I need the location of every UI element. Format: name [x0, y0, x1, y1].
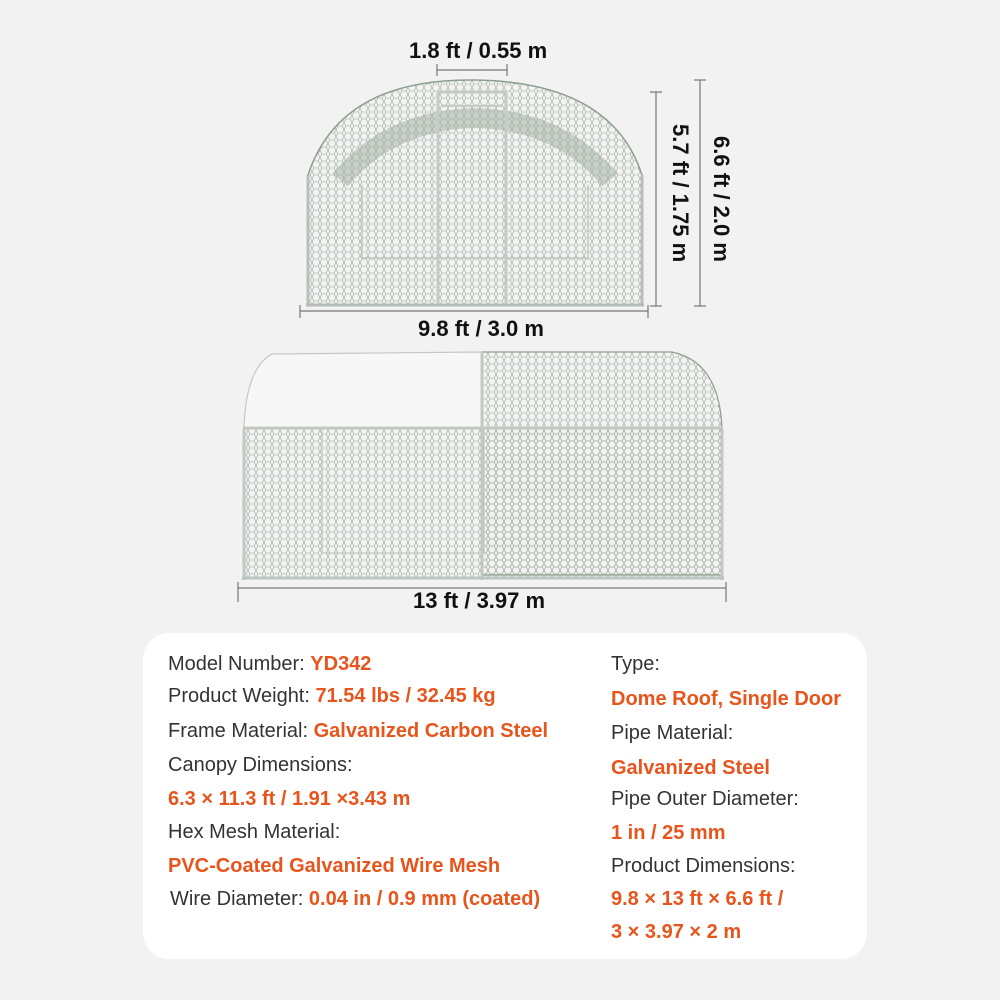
length-label: 13 ft / 3.97 m — [413, 588, 546, 613]
side-view — [238, 352, 726, 602]
front-view — [300, 64, 706, 318]
weight-value: 71.54 lbs / 32.45 kg — [315, 685, 496, 707]
spec-model — [168, 654, 371, 674]
product-dim-value-2: 3 × 3.97 × 2 m — [611, 921, 742, 943]
pipe-od-value: 1 in / 25 mm — [611, 822, 726, 844]
door-width-label: 1.8 ft / 0.55 m — [409, 38, 548, 63]
type-value: Dome Roof, Single Door — [611, 688, 841, 710]
mesh-label: Hex Mesh Material: — [168, 821, 341, 843]
wire-value: 0.04 in / 0.9 mm (coated) — [308, 888, 541, 910]
pipe-od-label: Pipe Outer Diameter: — [611, 788, 799, 810]
weight-label: Product Weight: — [168, 685, 310, 707]
wire-label: Wire Diameter: — [170, 888, 304, 910]
canopy-value: 6.3 × 11.3 ft / 1.91 ×3.43 m — [168, 788, 411, 810]
product-dim-label: Product Dimensions: — [611, 855, 796, 877]
frame-value: Galvanized Carbon Steel — [313, 720, 549, 742]
model-value: YD342 — [310, 653, 372, 675]
model-label: Model Number: — [168, 653, 305, 675]
spec-weight — [168, 686, 496, 706]
type-label: Type: — [611, 653, 660, 675]
spec-wire — [170, 889, 540, 909]
door-height-label: 5.7 ft / 1.75 m — [668, 124, 693, 263]
width-label: 9.8 ft / 3.0 m — [418, 316, 544, 341]
frame-label: Frame Material: — [168, 720, 309, 742]
pipe-label: Pipe Material: — [611, 722, 734, 744]
pipe-value: Galvanized Steel — [611, 757, 770, 779]
spec-frame — [168, 721, 548, 741]
product-dim-value-1: 9.8 × 13 ft × 6.6 ft / — [611, 888, 784, 910]
mesh-value: PVC-Coated Galvanized Wire Mesh — [168, 855, 501, 877]
total-height-label: 6.6 ft / 2.0 m — [709, 136, 734, 262]
canopy-label: Canopy Dimensions: — [168, 754, 353, 776]
